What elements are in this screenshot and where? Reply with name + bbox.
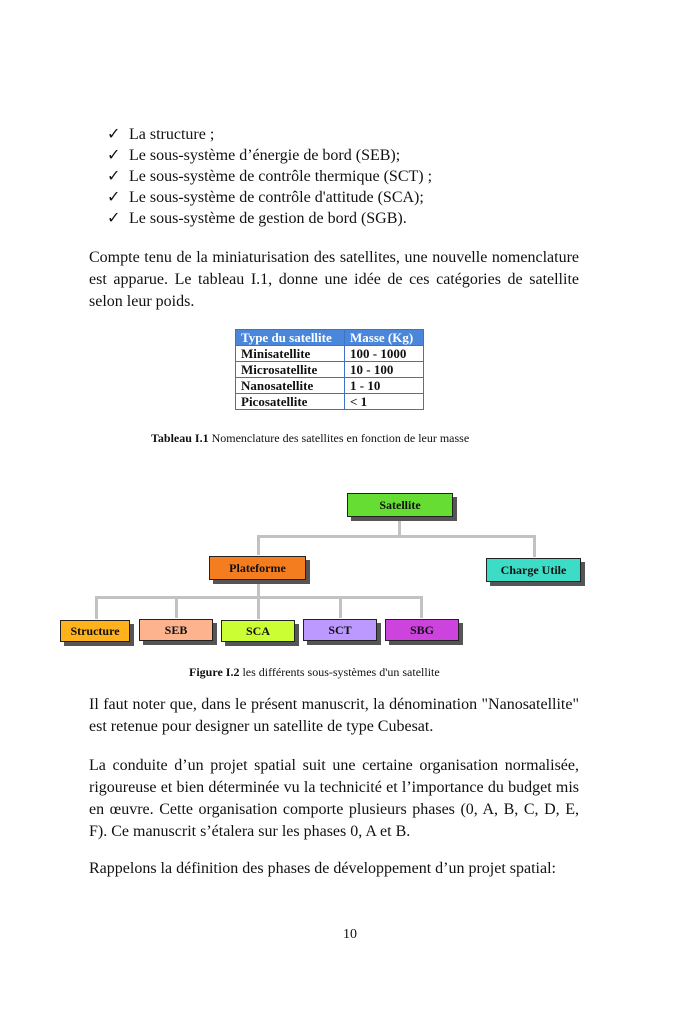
list-item: ✓ Le sous-système de gestion de bord (SGB). bbox=[107, 210, 407, 227]
node-plateforme: Plateforme bbox=[209, 556, 306, 580]
connector-line bbox=[95, 596, 98, 619]
paragraph-phases: Rappelons la définition des phases de développement d’un projet spatial: bbox=[89, 860, 556, 877]
table-row bbox=[236, 346, 424, 362]
checkmark-icon: ✓ bbox=[107, 189, 121, 206]
table-row bbox=[236, 394, 424, 410]
checkmark-icon: ✓ bbox=[107, 126, 121, 143]
node-sca: SCA bbox=[221, 620, 295, 642]
node-structure: Structure bbox=[60, 620, 130, 642]
checkmark-icon: ✓ bbox=[107, 147, 121, 164]
list-item: ✓ Le sous-système de contrôle d'attitude (SCA); bbox=[107, 189, 424, 206]
table-cell: 100 - 1000 bbox=[345, 346, 424, 362]
table-header: Masse (Kg) bbox=[345, 330, 424, 346]
table-cell: Picosatellite bbox=[236, 394, 345, 410]
connector-line bbox=[257, 535, 536, 538]
node-sct: SCT bbox=[303, 619, 377, 641]
table-header: Type du satellite bbox=[236, 330, 345, 346]
node-sbg: SBG bbox=[385, 619, 459, 641]
table-caption: Tableau I.1 Nomenclature des satellites en fonction de leur masse bbox=[151, 431, 470, 445]
table-cell: < 1 bbox=[345, 394, 424, 410]
table-cell: 10 - 100 bbox=[345, 362, 424, 378]
table-row bbox=[236, 378, 424, 394]
table-header-row bbox=[236, 330, 424, 346]
figure-caption: Figure I.2 les différents sous-systèmes d'un satellite bbox=[189, 665, 440, 679]
connector-line bbox=[257, 596, 260, 619]
table-cell: 1 - 10 bbox=[345, 378, 424, 394]
list-item: ✓ La structure ; bbox=[107, 126, 215, 143]
paragraph-nomenclature: Compte tenu de la miniaturisation des satellites, une nouvelle nomenclature est apparue. Le tableau I.1, donne une idée de ces catégories de satellite selon leur poids. bbox=[89, 249, 579, 310]
satellite-mass-table bbox=[235, 329, 424, 410]
table-cell: Microsatellite bbox=[236, 362, 345, 378]
list-item: ✓ Le sous-système d’énergie de bord (SEB); bbox=[107, 147, 401, 164]
connector-line bbox=[257, 535, 260, 555]
table-cell: Minisatellite bbox=[236, 346, 345, 362]
connector-line bbox=[398, 517, 401, 537]
connector-line bbox=[420, 596, 423, 618]
paragraph-project: La conduite d’un projet spatial suit une certaine organisation normalisée, rigoureuse et bien déterminée vu la technicité et l’importance du budget mis en œuvre. Cette organisation comporte plusieurs phases (0, A, B, C, D, E, F). Ce manuscrit s’étalera sur les phases 0, A et B. bbox=[89, 757, 579, 840]
paragraph-nanosatellite: Il faut noter que, dans le présent manuscrit, la dénomination "Nanosatellite" est retenue pour designer un satellite de type Cubesat. bbox=[89, 696, 579, 735]
page-number: 10 bbox=[343, 927, 357, 942]
checkmark-icon: ✓ bbox=[107, 210, 121, 227]
list-item: ✓ Le sous-système de contrôle thermique (SCT) ; bbox=[107, 168, 433, 185]
connector-line bbox=[339, 596, 342, 618]
node-charge-utile: Charge Utile bbox=[486, 558, 581, 582]
table-row bbox=[236, 362, 424, 378]
checklist bbox=[107, 124, 432, 229]
checkmark-icon: ✓ bbox=[107, 168, 121, 185]
node-satellite: Satellite bbox=[347, 493, 453, 517]
connector-line bbox=[175, 596, 178, 618]
node-seb: SEB bbox=[139, 619, 213, 641]
connector-line bbox=[533, 535, 536, 557]
table-cell: Nanosatellite bbox=[236, 378, 345, 394]
